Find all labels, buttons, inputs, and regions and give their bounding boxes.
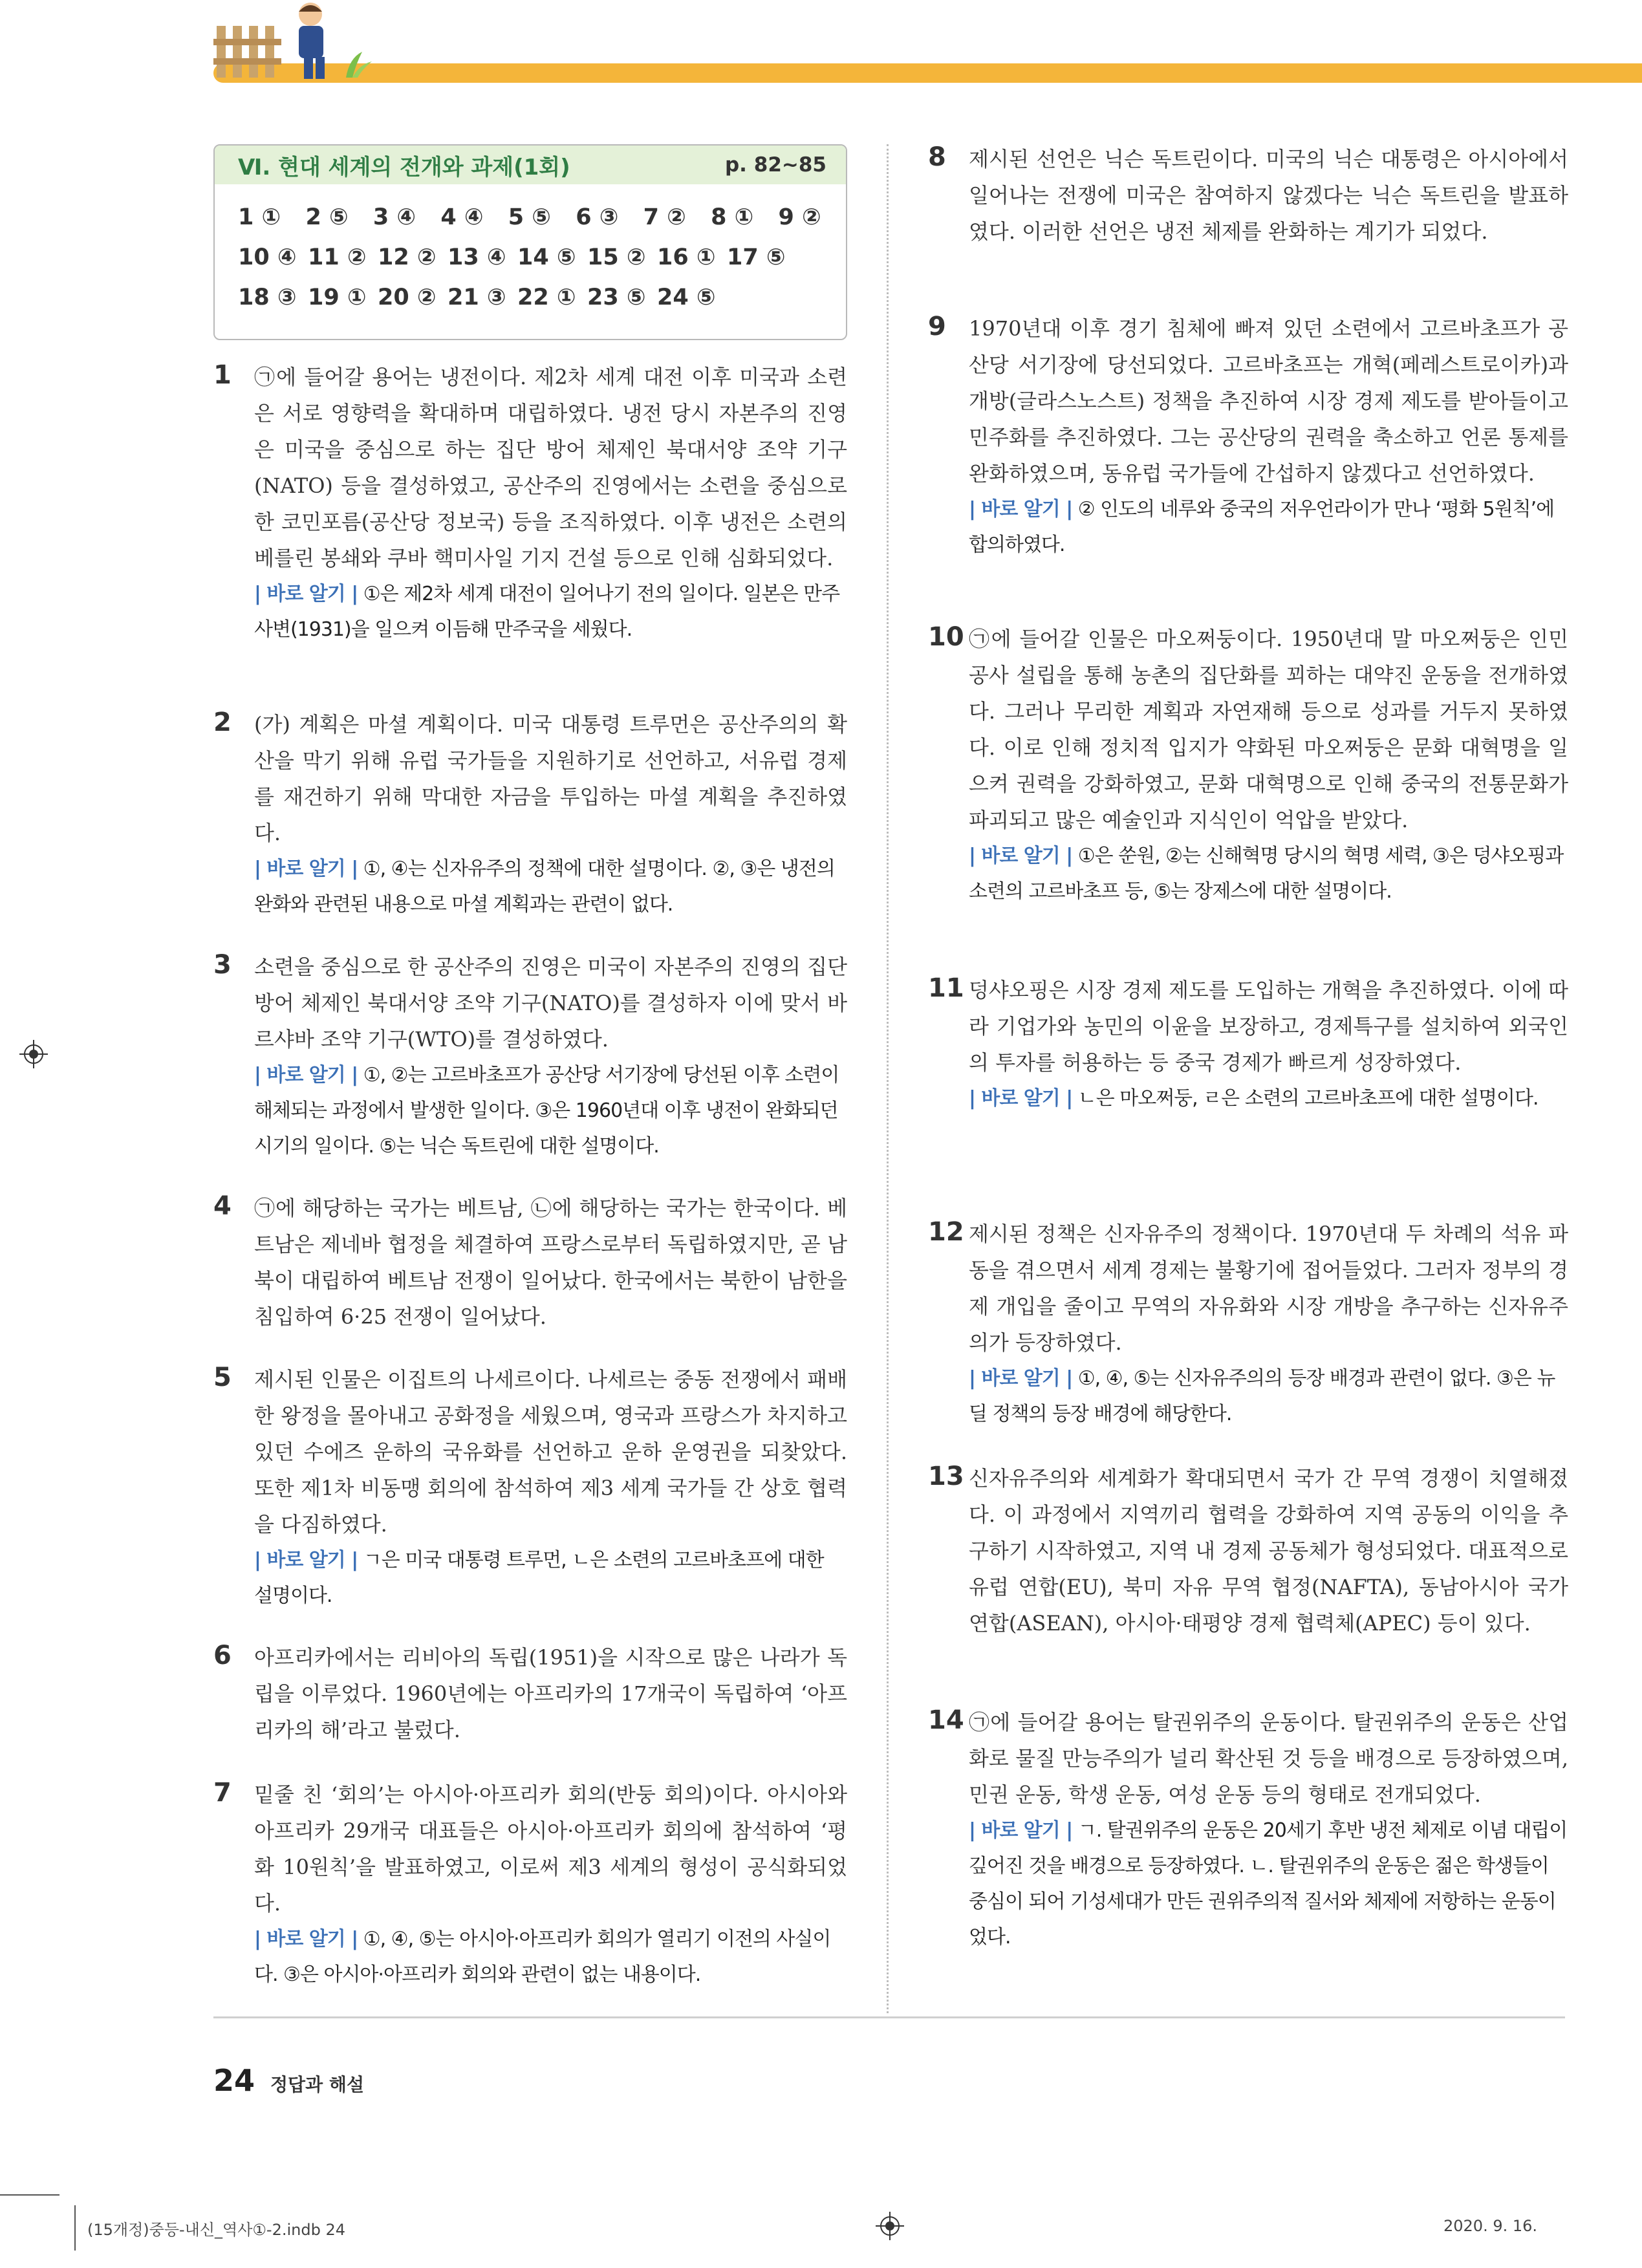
bottom-rule [213,2016,1565,2018]
answer-key-box [213,144,847,340]
print-date: 2020. 9. 16. [1443,2217,1538,2235]
answer-cell: 7 ② [643,204,686,230]
tip-text: ①, ④, ⑤는 신자유주의의 등장 배경과 관련이 없다. ③은 뉴딜 정책의 등장 배경에 해당한다. [969,1367,1555,1425]
tip-line [969,1813,1568,1955]
question-number: 13 [928,1462,964,1491]
question-9 [928,310,1568,563]
answer-cell: 23 ⑤ [587,285,646,310]
question-number: 5 [213,1363,232,1392]
question-6 [213,1639,847,1748]
answer-key-title: Ⅵ. 현대 세계의 전개와 과제(1회) [238,154,570,180]
question-14 [928,1704,1568,1955]
tip-text: ㄴ은 마오쩌둥, ㄹ은 소련의 고르바초프에 대한 설명이다. [1077,1087,1539,1110]
tip-line [254,851,847,922]
question-explanation: 덩샤오핑은 시장 경제 제도를 도입하는 개혁을 추진하였다. 이에 따라 기업가와 농민의 이윤을 보장하고, 경제특구를 설치하여 외국인의 투자를 허용하는 등 중국 경제가 빠르게 성장하였다. [969,978,1568,1075]
crop-mark [74,2205,76,2251]
print-file-name: (15개정)중등-내신_역사①-2.indb 24 [87,2221,345,2239]
question-12 [928,1216,1568,1432]
answer-cell: 4 ④ [440,204,484,230]
question-5 [213,1361,847,1614]
page-label: 정답과 해설 [270,2074,364,2095]
registration-mark-icon [19,1040,48,1068]
question-explanation: (가) 계획은 마셜 계획이다. 미국 대통령 트루먼은 공산주의의 확산을 막기 위해 유럽 국가들을 지원하기로 선언하고, 서유럽 경제를 재건하기 위해 막대한 자금을 투입하는 마셜 계획을 추진하였다. [254,712,847,845]
answer-cell: 10 ④ [238,244,297,270]
page-number: 24 [213,2063,255,2098]
answer-cell: 22 ① [517,285,576,310]
question-number: 12 [928,1217,964,1247]
question-explanation: 밑줄 친 ‘회의’는 아시아·아프리카 회의(반둥 회의)이다. 아시아와 아프리카 29개국 대표들은 아시아·아프리카 회의에 참석하여 ‘평화 10원칙’을 발표하였고, 이로써 제3 세계의 형성이 공식화되었다. [254,1782,847,1916]
question-number: 10 [928,622,964,652]
tip-line [254,1057,847,1164]
question-explanation: 1970년대 이후 경기 침체에 빠져 있던 소련에서 고르바초프가 공산당 서기장에 당선되었다. 고르바초프는 개혁(페레스트로이카)과 개방(글라스노스트) 정책을 추진하여 시장 경제 제도를 받아들이고 민주화를 추진하였다. 그는 공산당의 권력을 축소하고 언론 통제를 완화하였으며, 동유럽 국가들에 간섭하지 않겠다고 선언하였다. [969,316,1568,486]
question-explanation: 신자유주의와 세계화가 확대되면서 국가 간 무역 경쟁이 치열해졌다. 이 과정에서 지역끼리 협력을 강화하여 지역 공동의 이익을 추구하기 시작하였고, 지역 내 경제 공동체가 형성되었다. 대표적으로 유럽 연합(EU), 북미 자유 무역 협정(NAFTA), 동남아시아 국가 연합(ASEAN), 아시아·태평양 경제 협력체(APEC) 등이 있다. [969,1466,1568,1636]
tip-label: | 바로 알기 | [254,583,358,605]
question-explanation: ㉠에 해당하는 국가는 베트남, ㉡에 해당하는 국가는 한국이다. 베트남은 제네바 협정을 체결하여 프랑스로부터 독립하였지만, 곧 남북이 대립하여 베트남 전쟁이 일어났다. 한국에서는 북한이 남한을 침입하여 6·25 전쟁이 일어났다. [254,1196,847,1329]
question-1 [213,359,847,647]
question-explanation: 아프리카에서는 리비아의 독립(1951)을 시작으로 많은 나라가 독립을 이루었다. 1960년에는 아프리카의 17개국이 독립하여 ‘아프리카의 해’라고 불렀다. [254,1645,847,1742]
question-explanation: 소련을 중심으로 한 공산주의 진영은 미국이 자본주의 진영의 집단 방어 체제인 북대서양 조약 기구(NATO)를 결성하자 이에 맞서 바르샤바 조약 기구(WTO)를 결성하였다. [254,955,847,1052]
question-13 [928,1460,1568,1641]
question-2 [213,706,847,922]
header-bar [213,63,1642,83]
tip-text: ①은 쑨원, ②는 신해혁명 당시의 혁명 세력, ③은 덩샤오핑과 소련의 고르바초프 등, ⑤는 장제스에 대한 설명이다. [969,845,1564,903]
tip-label: | 바로 알기 | [254,1064,358,1086]
crop-mark [0,2194,59,2196]
question-explanation: 제시된 인물은 이집트의 나세르이다. 나세르는 중동 전쟁에서 패배한 왕정을 몰아내고 공화정을 세웠으며, 영국과 프랑스가 차지하고 있던 수에즈 운하의 국유화를 선언하고 운하 운영권을 되찾았다. 또한 제1차 비동맹 회의에 참석하여 제3 세계 국가들 간 상호 협력을 다짐하였다. [254,1367,847,1537]
question-number: 4 [213,1191,232,1221]
answer-cell: 5 ⑤ [508,204,551,230]
answer-key-header [215,146,846,184]
registration-mark-icon [876,2212,904,2240]
tip-line [969,1081,1568,1116]
answer-cell: 8 ① [711,204,754,230]
answer-row [238,277,846,318]
question-number: 1 [213,360,232,390]
answer-cell: 18 ③ [238,285,297,310]
answer-cell: 13 ④ [448,244,506,270]
question-number: 9 [928,312,946,341]
tip-label: | 바로 알기 | [969,845,1073,867]
tip-label: | 바로 알기 | [969,1087,1073,1110]
answer-row [238,237,846,277]
answer-cell: 9 ② [778,204,821,230]
tip-text: ①, ②는 고르바초프가 공산당 서기장에 당선된 이후 소련이 해체되는 과정에서 발생한 일이다. ③은 1960년대 이후 냉전이 완화되던 시기의 일이다. ⑤는 닉슨 독트린에 대한 설명이다. [254,1064,839,1158]
question-4 [213,1190,847,1335]
question-explanation: ㉠에 들어갈 용어는 탈권위주의 운동이다. 탈권위주의 운동은 산업화로 물질 만능주의가 널리 확산된 것 등을 배경으로 등장하였으며, 민권 운동, 학생 운동, 여성 운동 등의 형태로 전개되었다. [969,1710,1568,1807]
column-separator [887,144,889,2013]
question-number: 7 [213,1778,232,1808]
answer-key-pages: p. 82~85 [724,153,826,177]
tip-line [254,576,847,647]
answer-cell: 11 ② [308,244,367,270]
question-explanation: ㉠에 들어갈 용어는 냉전이다. 제2차 세계 대전 이후 미국과 소련은 서로 영향력을 확대하며 대립하였다. 냉전 당시 자본주의 진영은 미국을 중심으로 하는 집단 방어 체제인 북대서양 조약 기구(NATO) 등을 결성하였고, 공산주의 진영에서는 소련을 중심으로 한 코민포름(공산당 정보국) 등을 조직하였다. 이후 냉전은 소련의 베를린 봉쇄와 쿠바 핵미사일 기지 건설 등으로 인해 심화되었다. [254,365,847,570]
question-8 [928,141,1568,250]
question-number: 11 [928,973,964,1003]
answer-cell: 2 ⑤ [305,204,349,230]
tip-text: ㄱ은 미국 대통령 트루먼, ㄴ은 소련의 고르바초프에 대한 설명이다. [254,1549,824,1607]
question-explanation: 제시된 선언은 닉슨 독트린이다. 미국의 닉슨 대통령은 아시아에서 일어나는 전쟁에 미국은 참여하지 않겠다는 닉슨 독트린을 발표하였다. 이러한 선언은 냉전 체제를 완화하는 계기가 되었다. [969,147,1568,244]
question-number: 6 [213,1641,232,1670]
answer-cell: 20 ② [378,285,437,310]
answer-cell: 21 ③ [448,285,506,310]
tip-label: | 바로 알기 | [254,1549,358,1571]
tip-line [969,1361,1568,1432]
answer-cell: 24 ⑤ [657,285,716,310]
tip-line [254,1921,847,1993]
tip-text: ①, ④는 신자유주의 정책에 대한 설명이다. ②, ③은 냉전의 완화와 관련된 내용으로 마셜 계획과는 관련이 없다. [254,858,835,916]
tip-label: | 바로 알기 | [969,1819,1073,1842]
tip-text: ② 인도의 네루와 중국의 저우언라이가 만나 ‘평화 5원칙’에 합의하였다. [969,498,1555,556]
answer-cell: 6 ③ [576,204,619,230]
answer-cell: 16 ① [657,244,716,270]
question-7 [213,1777,847,1993]
gardener-mascot-icon [213,0,375,87]
tip-label: | 바로 알기 | [254,858,358,880]
question-3 [213,949,847,1164]
answer-cell: 12 ② [378,244,437,270]
question-explanation: ㉠에 들어갈 인물은 마오쩌둥이다. 1950년대 말 마오쩌둥은 인민공사 설립을 통해 농촌의 집단화를 꾀하는 대약진 운동을 전개하였다. 그러나 무리한 계획과 자연재해 등으로 성과를 거두지 못하였다. 이로 인해 정치적 입지가 약화된 마오쩌둥은 문화 대혁명을 일으켜 권력을 강화하였고, 문화 대혁명으로 인해 중국의 전통문화가 파괴되고 많은 예술인과 지식인이 억압을 받았다. [969,627,1568,832]
question-number: 8 [928,142,946,172]
tip-line [254,1542,847,1614]
question-number: 2 [213,707,232,737]
question-explanation: 제시된 정책은 신자유주의 정책이다. 1970년대 두 차례의 석유 파동을 겪으면서 세계 경제는 불황기에 접어들었다. 그러자 정부의 경제 개입을 줄이고 무역의 자유화와 시장 개방을 추구하는 신자유주의가 등장하였다. [969,1222,1568,1355]
question-11 [928,972,1568,1116]
tip-label: | 바로 알기 | [969,498,1073,521]
tip-text: ㄱ. 탈권위주의 운동은 20세기 후반 냉전 체제로 이념 대립이 깊어진 것을 배경으로 등장하였다. ㄴ. 탈권위주의 운동은 젊은 학생들이 중심이 되어 기성세대가 만든 권위주의적 질서와 체제에 저항하는 운동이었다. [969,1819,1568,1949]
question-number: 14 [928,1705,964,1735]
answer-cell: 1 ① [238,204,281,230]
question-number: 3 [213,950,232,980]
answer-cell: 15 ② [587,244,646,270]
tip-label: | 바로 알기 | [254,1928,358,1950]
tip-text: ①, ④, ⑤는 아시아·아프리카 회의가 열리기 이전의 사실이다. ③은 아시아·아프리카 회의와 관련이 없는 내용이다. [254,1928,831,1986]
question-10 [928,621,1568,909]
answer-cell: 19 ① [308,285,367,310]
answer-cell: 14 ⑤ [517,244,576,270]
tip-line [969,491,1568,563]
answer-cell: 3 ④ [373,204,416,230]
answer-key-rows [215,184,846,318]
tip-label: | 바로 알기 | [969,1367,1073,1390]
answer-cell: 17 ⑤ [727,244,786,270]
answer-row [238,197,846,237]
tip-text: ①은 제2차 세계 대전이 일어나기 전의 일이다. 일본은 만주 사변(1931)을 일으켜 이듬해 만주국을 세웠다. [254,583,840,641]
tip-line [969,838,1568,909]
